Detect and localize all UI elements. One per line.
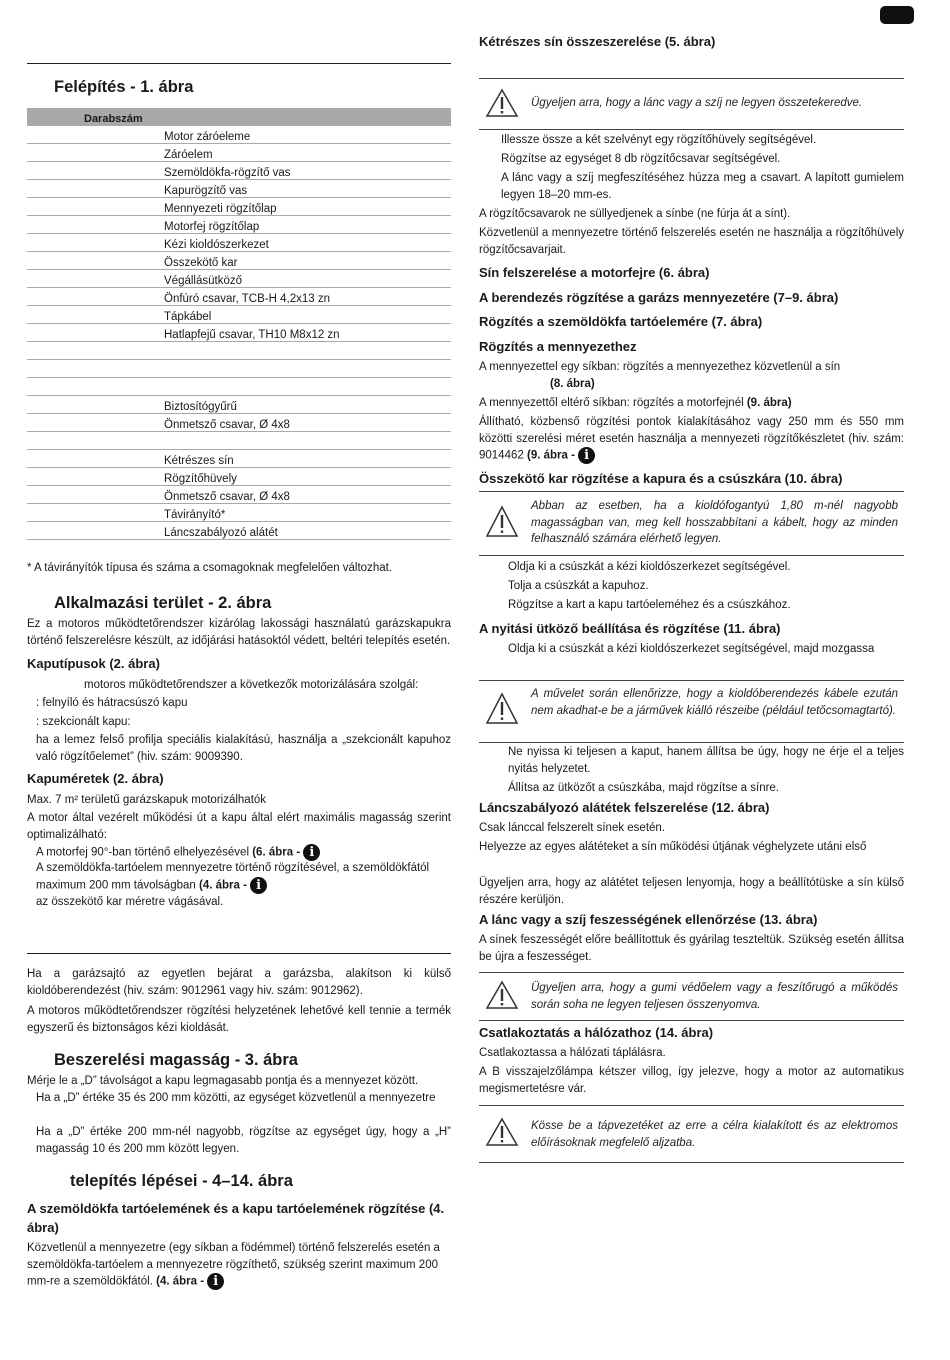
table-row: [27, 180, 451, 198]
garage-text-1: Ha a garázsajtó az egyetlen bejárat a garázsba, alakítson ki külső kioldóberendezést (hiv. szám: 9012961 vagy hiv. szám: 9012962).: [27, 968, 451, 997]
qty-cell: [27, 360, 164, 378]
table-row: [27, 144, 451, 162]
table-row: [27, 342, 451, 360]
part-name: [164, 378, 451, 396]
qty-cell: [27, 486, 164, 504]
qty-cell: [27, 144, 164, 162]
table-row: [27, 468, 451, 486]
fig2-text: Ez a motoros működtetőrendszer kizárólag lakossági használatú garázskapukra történő felszerelésre készült, az időjárási hatásoktól védett, beltéri telepítés esetén.: [27, 618, 451, 647]
fig11-title: A nyitási ütköző beállítása és rögzítése (11. ábra): [479, 621, 781, 636]
part-name: Mennyezeti rögzítőlap: [164, 198, 451, 216]
arm-step-1: Oldja ki a csúszkát a kézi kioldószerkezet segítségével.: [508, 561, 791, 573]
part-name: [164, 360, 451, 378]
part-name: Rögzítőhüvely: [164, 468, 451, 486]
table-row: [27, 288, 451, 306]
warning-box: [479, 1105, 904, 1163]
qty-cell: [27, 504, 164, 522]
qty-cell: [27, 468, 164, 486]
qty-cell: [27, 324, 164, 342]
table-row: [27, 522, 451, 540]
part-name: Kapurögzítő vas: [164, 180, 451, 198]
gate-type-3: ha a lemez felső profilja speciális kialakítású, használja a „szekcionált kapuhoz való rögzítőelemet” (hiv. szám: 9009390.: [36, 734, 451, 763]
stop-step-3: Állítsa az ütközőt a csúszkába, majd rögzítse a sínre.: [508, 782, 780, 794]
fig79-title: A berendezés rögzítése a garázs mennyezetére (7–9. ábra): [479, 290, 839, 305]
gate-size-4: A szemöldökfa-tartóelem mennyezetre történő rögzítésével, a szemöldökfától maximum 200 mm távolságban (4. ábra - i: [36, 862, 430, 893]
warning-box: [479, 972, 904, 1021]
chain-2: Helyezze az egyes alátéteket a sín működési útjának véghelyzete utáni első: [479, 841, 867, 853]
fig3-text-3: Ha a „D” értéke 200 mm-nél nagyobb, rögzítse az egységet úgy, hogy a „H” magasság 10 és 200 mm között legyen.: [36, 1126, 451, 1155]
ceiling-1-ref: (8. ábra): [550, 378, 595, 390]
qty-cell: [27, 216, 164, 234]
table-row: [27, 378, 451, 396]
warning-text: A művelet során ellenőrizze, hogy a kioldóberendezés kábele ezután nem akadhat-e be a járművek kiálló részeibe (például tetőcsomagtartó).: [531, 688, 898, 717]
part-name: Láncszabályozó alátét: [164, 522, 451, 540]
divider: [27, 63, 451, 64]
qty-cell: [27, 288, 164, 306]
gate-types-intro: motoros működtetőrendszer a következők motorizálására szolgál:: [84, 679, 419, 691]
qty-cell: [27, 198, 164, 216]
rail-title: Kétrészes sín összeszerelése (5. ábra): [479, 34, 716, 49]
qty-cell: [27, 414, 164, 432]
qty-cell: [27, 342, 164, 360]
fig1-title: Felépítés - 1. ábra: [54, 78, 194, 96]
table-header: Darabszám: [27, 108, 451, 126]
qty-cell: [27, 378, 164, 396]
warning-triangle-icon: [485, 980, 519, 1010]
ceiling-1: A mennyezettel egy síkban: rögzítés a mennyezethez közvetlenül a sín: [479, 361, 841, 373]
warning-box: [479, 491, 904, 556]
gate-type-1: : felnyíló és hátracsúszó kapu: [36, 697, 188, 709]
ceiling-3: Állítható, közbenső rögzítési pontok kialakításához vagy 250 mm és 550 mm közötti szerelési méret esetén használja a mennyezeti rögzítőkészletet (hiv. szám: 9014462 (9. ábra - i: [479, 416, 904, 463]
part-name: Önfúró csavar, TCB-H 4,2x13 zn: [164, 288, 451, 306]
rail-step-5: Közvetlenül a mennyezetre történő felszerelés esetén ne használja a rögzítőhüvely rögzítőcsavarjait.: [479, 227, 904, 256]
warning-box: [479, 680, 904, 743]
steps-title: telepítés lépései - 4–14. ábra: [70, 1172, 293, 1190]
table-row: [27, 414, 451, 432]
part-name: Tápkábel: [164, 306, 451, 324]
gate-size-1: Max. 7 m² területű garázskapuk motorizálhatók: [27, 794, 267, 806]
part-name: Záróelem: [164, 144, 451, 162]
part-name: [164, 432, 451, 450]
table-row: [27, 324, 451, 342]
gate-size-title: Kapuméretek (2. ábra): [27, 771, 164, 786]
fig13-title: A lánc vagy a szíj feszességének ellenőrzése (13. ábra): [479, 912, 818, 927]
fig3-text-1: Mérje le a „D” távolságot a kapu legmagasabb pontja és a mennyezet között.: [27, 1075, 419, 1087]
step4-text: Közvetlenül a mennyezetre (egy síkban a födémmel) történő felszerelés esetén a szemöldökfa-tartóelem a mennyezetre rögzíthető, szükség szerint maximum 200 mm-re a szemöldökfától. (4. ábra - i: [27, 1242, 440, 1289]
fig3-text-2: Ha a „D” értéke 35 és 200 mm közötti, az egységet közvetlenül a mennyezetre: [36, 1092, 436, 1104]
tension-1: A sínek feszességét előre beállítottuk és gyárilag teszteltük. Szükség esetén állítsa be újra a feszességet.: [479, 934, 904, 963]
power-1: Csatlakoztassa a hálózati táplálásra.: [479, 1047, 666, 1059]
qty-cell: [27, 234, 164, 252]
part-name: Hatlapfejű csavar, TH10 M8x12 zn: [164, 324, 451, 342]
chain-3: Ügyeljen arra, hogy az alátétet teljesen lenyomja, hogy a beállítótüske a sín külső részére kerüljön.: [479, 877, 904, 906]
fig7-title: Rögzítés a szemöldökfa tartóelemére (7. ábra): [479, 314, 763, 329]
stop-step-2: Ne nyissa ki teljesen a kaput, hanem állítsa be úgy, hogy ne érje el a teljes nyitás helyzetet.: [508, 746, 904, 775]
footnote: * A távirányítók típusa és száma a csomagoknak megfelelően változhat.: [27, 562, 393, 574]
table-row: [27, 270, 451, 288]
divider: [27, 953, 451, 954]
part-name: Kétrészes sín: [164, 450, 451, 468]
qty-cell: [27, 450, 164, 468]
warning-text: Abban az esetben, ha a kioldófogantyú 1,80 m-nél nagyobb magasságban van, meg kell hosszabbítani a kábelt, hogy az minden felhasználó számára elérhető legyen.: [531, 500, 898, 545]
chain-1: Csak lánccal felszerelt sínek esetén.: [479, 822, 666, 834]
qty-cell: [27, 306, 164, 324]
part-name: Önmetsző csavar, Ø 4x8: [164, 414, 451, 432]
info-icon: i: [207, 1273, 224, 1290]
part-name: Végállásütköző: [164, 270, 451, 288]
warning-text: Kösse be a tápvezetéket az erre a célra kialakított és az elektromos előírásoknak megfelelő aljzatba.: [531, 1120, 898, 1149]
rail-step-1: Illessze össze a két szelvényt egy rögzítőhüvely segítségével.: [501, 134, 817, 146]
ceiling-2: A mennyezettől eltérő síkban: rögzítés a motorfejnél (9. ábra): [479, 397, 792, 409]
gate-size-2: A motor által vezérelt működési út a kapu által elért maximális magasság szerint optimalizálható:: [27, 812, 451, 841]
qty-cell: [27, 270, 164, 288]
part-name: Motorfej rögzítőlap: [164, 216, 451, 234]
part-name: Önmetsző csavar, Ø 4x8: [164, 486, 451, 504]
fig6-title: Sín felszerelése a motorfejre (6. ábra): [479, 265, 710, 280]
table-row: [27, 126, 451, 144]
ceiling-title: Rögzítés a mennyezethez: [479, 339, 637, 354]
qty-cell: [27, 180, 164, 198]
info-icon: i: [303, 844, 320, 861]
warning-text: Ügyeljen arra, hogy a lánc vagy a szíj ne legyen összetekeredve.: [531, 97, 863, 109]
part-name: [164, 342, 451, 360]
part-name: Távirányító*: [164, 504, 451, 522]
table-row: [27, 360, 451, 378]
gate-size-3: A motorfej 90°-ban történő elhelyezésével (6. ábra - i: [36, 844, 320, 861]
stop-step-1: Oldja ki a csúszkát a kézi kioldószerkezet segítségével, majd mozgassa: [508, 643, 875, 655]
table-row: [27, 252, 451, 270]
parts-table: [27, 108, 451, 540]
fig3-title: Beszerelési magasság - 3. ábra: [54, 1051, 298, 1069]
table-row: [27, 234, 451, 252]
fig14-title: Csatlakoztatás a hálózathoz (14. ábra): [479, 1025, 714, 1040]
qty-cell: [27, 162, 164, 180]
part-name: Biztosítógyűrű: [164, 396, 451, 414]
power-2: A B visszajelzőlámpa kétszer villog, így jelezve, hogy a motor az automatikus megismertetésre vár.: [479, 1066, 904, 1095]
gate-type-2: : szekcionált kapu:: [36, 716, 131, 728]
rail-step-3: A lánc vagy a szíj megfeszítéséhez húzza meg a csavart. A lapított gumielem legyen 18–20 mm-es.: [501, 172, 904, 201]
warning-triangle-icon: [485, 692, 519, 726]
part-name: Motor záróeleme: [164, 126, 451, 144]
fig2-title: Alkalmazási terület - 2. ábra: [54, 594, 272, 612]
garage-text-2: A motoros működtetőrendszer rögzítési helyzetének lehetővé kell tennie a termék egyszerű és biztonságos kézi kioldását.: [27, 1005, 451, 1034]
qty-cell: [27, 522, 164, 540]
part-name: Szemöldökfa-rögzítő vas: [164, 162, 451, 180]
warning-text: Ügyeljen arra, hogy a gumi védőelem vagy a feszítőrugó a működés során soha ne legyen teljesen összenyomva.: [531, 982, 898, 1011]
info-icon: i: [578, 447, 595, 464]
qty-cell: [27, 126, 164, 144]
table-row: [27, 306, 451, 324]
table-row: [27, 432, 451, 450]
table-row: [27, 486, 451, 504]
warning-triangle-icon: [485, 88, 519, 118]
fig10-title: Összekötő kar rögzítése a kapura és a csúszkára (10. ábra): [479, 471, 843, 486]
gate-size-5: az összekötő kar méretre vágásával.: [36, 896, 224, 908]
fig12-title: Láncszabályozó alátétek felszerelése (12. ábra): [479, 800, 770, 815]
table-row: [27, 162, 451, 180]
part-name: Kézi kioldószerkezet: [164, 234, 451, 252]
gate-types-title: Kaputípusok (2. ábra): [27, 656, 160, 671]
warning-triangle-icon: [485, 505, 519, 539]
table-row: [27, 198, 451, 216]
qty-cell: [27, 252, 164, 270]
qty-cell: [27, 396, 164, 414]
arm-step-2: Tolja a csúszkát a kapuhoz.: [508, 580, 649, 592]
page-tab-marker: [880, 6, 914, 24]
table-row: [27, 450, 451, 468]
qty-cell: [27, 432, 164, 450]
part-name: Összekötő kar: [164, 252, 451, 270]
rail-step-4: A rögzítőcsavarok ne süllyedjenek a sínbe (ne fúrja át a sínt).: [479, 208, 791, 220]
info-icon: i: [250, 877, 267, 894]
table-row: [27, 504, 451, 522]
rail-step-2: Rögzítse az egységet 8 db rögzítőcsavar segítségével.: [501, 153, 781, 165]
table-row: [27, 216, 451, 234]
table-row: [27, 396, 451, 414]
warning-box: [479, 78, 904, 130]
step4-title: A szemöldökfa tartóelemének és a kapu tartóelemének rögzítése (4. ábra): [27, 1201, 445, 1235]
warning-triangle-icon: [485, 1117, 519, 1147]
arm-step-3: Rögzítse a kart a kapu tartóeleméhez és a csúszkához.: [508, 599, 791, 611]
